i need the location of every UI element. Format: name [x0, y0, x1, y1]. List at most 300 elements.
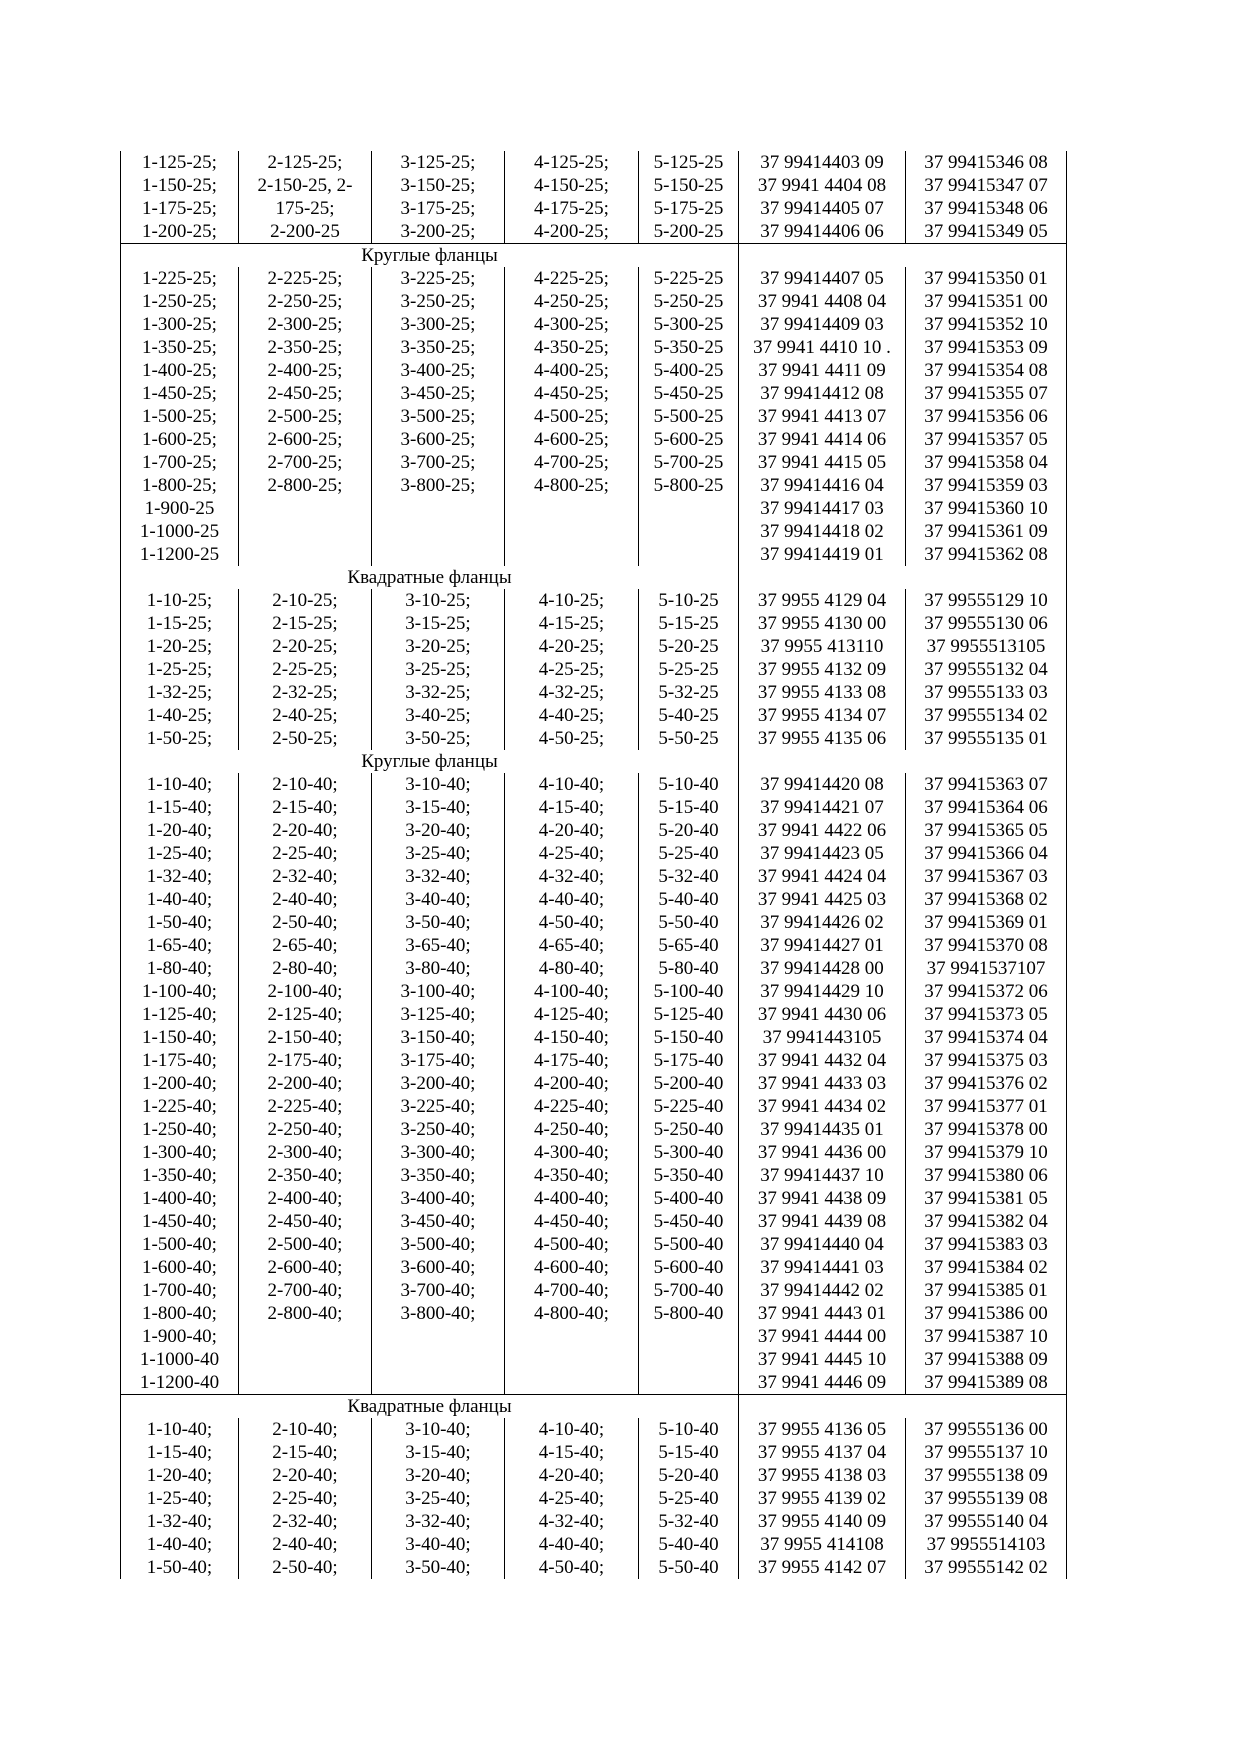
table-cell: 37 99415363 07: [906, 773, 1067, 796]
table-row: [121, 497, 1067, 520]
table-cell: 37 9955 4139 02: [739, 1487, 906, 1510]
table-row: [121, 1279, 1067, 1302]
table-cell: 2-25-25;: [239, 658, 372, 681]
table-row: [121, 1164, 1067, 1187]
table-row: [121, 589, 1067, 612]
table-cell: 3-450-40;: [372, 1210, 505, 1233]
table-row: [121, 267, 1067, 290]
table-cell: 5-800-40: [639, 1302, 739, 1325]
table-cell: 37 99414407 05: [739, 267, 906, 290]
section-title-spacer: [739, 244, 1067, 268]
table-cell: 37 99415364 06: [906, 796, 1067, 819]
table-cell: 37 99415375 03: [906, 1049, 1067, 1072]
table-cell: 37 99414421 07: [739, 796, 906, 819]
table-cell: 37 9955 4129 04: [739, 589, 906, 612]
table-cell: 5-15-25: [639, 612, 739, 635]
table-cell: 4-400-40;: [505, 1187, 639, 1210]
table-cell: 4-600-40;: [505, 1256, 639, 1279]
table-cell: 1-350-40;: [121, 1164, 239, 1187]
table-row: [121, 1187, 1067, 1210]
table-cell: 4-10-40;: [505, 773, 639, 796]
table-cell: 1-350-25;: [121, 336, 239, 359]
table-cell: 4-300-40;: [505, 1141, 639, 1164]
table-cell: 1-1000-25: [121, 520, 239, 543]
table-cell: 37 9941 4411 09: [739, 359, 906, 382]
table-cell: 3-700-25;: [372, 451, 505, 474]
table-cell: 5-175-40: [639, 1049, 739, 1072]
table-cell: [239, 543, 372, 566]
table-cell: 4-25-40;: [505, 842, 639, 865]
table-cell: 5-600-40: [639, 1256, 739, 1279]
table-cell: 2-32-40;: [239, 865, 372, 888]
table-cell: 3-40-40;: [372, 1533, 505, 1556]
table-row: [121, 1072, 1067, 1095]
table-cell: 37 9941 4408 04: [739, 290, 906, 313]
table-cell: 2-300-40;: [239, 1141, 372, 1164]
table-cell: 5-300-25: [639, 313, 739, 336]
table-cell: 5-450-40: [639, 1210, 739, 1233]
table-cell: 3-65-40;: [372, 934, 505, 957]
table-cell: 37 9941 4425 03: [739, 888, 906, 911]
table-cell: 3-25-40;: [372, 842, 505, 865]
table-cell: 3-400-40;: [372, 1187, 505, 1210]
table-cell: 37 9941443105: [739, 1026, 906, 1049]
table-cell: 1-1200-40: [121, 1371, 239, 1395]
table-cell: 37 99415369 01: [906, 911, 1067, 934]
table-cell: 4-65-40;: [505, 934, 639, 957]
table-cell: 1-40-40;: [121, 888, 239, 911]
table-cell: 5-40-40: [639, 888, 739, 911]
table-cell: 1-100-40;: [121, 980, 239, 1003]
table-cell: 1-20-25;: [121, 635, 239, 658]
table-cell: 3-50-40;: [372, 1556, 505, 1579]
table-cell: 37 99555133 03: [906, 681, 1067, 704]
table-cell: 37 99555139 08: [906, 1487, 1067, 1510]
table-cell: 37 9941 4439 08: [739, 1210, 906, 1233]
table-cell: 1-300-40;: [121, 1141, 239, 1164]
table-row: [121, 405, 1067, 428]
table-cell: 4-150-40;: [505, 1026, 639, 1049]
table-cell: 2-40-40;: [239, 888, 372, 911]
table-cell: 2-150-25, 2-: [239, 174, 372, 197]
table-cell: 2-400-40;: [239, 1187, 372, 1210]
table-cell: 4-400-25;: [505, 359, 639, 382]
table-cell: 37 99555134 02: [906, 704, 1067, 727]
table-cell: 4-500-40;: [505, 1233, 639, 1256]
table-cell: 4-50-40;: [505, 911, 639, 934]
table-cell: 5-100-40: [639, 980, 739, 1003]
table-cell: 37 9941 4432 04: [739, 1049, 906, 1072]
table-cell: 37 99415381 05: [906, 1187, 1067, 1210]
table-cell: 5-300-40: [639, 1141, 739, 1164]
table-cell: 37 9955514103: [906, 1533, 1067, 1556]
table-cell: 5-50-40: [639, 1556, 739, 1579]
table-row: [121, 842, 1067, 865]
table-row: [121, 382, 1067, 405]
table-row: [121, 1556, 1067, 1579]
table-cell: 2-700-25;: [239, 451, 372, 474]
table-cell: 1-40-25;: [121, 704, 239, 727]
table-row: [121, 451, 1067, 474]
table-row: [121, 1533, 1067, 1556]
table-cell: 2-300-25;: [239, 313, 372, 336]
table-cell: 1-225-40;: [121, 1095, 239, 1118]
table-cell: 1-500-25;: [121, 405, 239, 428]
table-cell: 37 9955 4136 05: [739, 1418, 906, 1441]
table-cell: 4-40-40;: [505, 888, 639, 911]
table-cell: 3-350-40;: [372, 1164, 505, 1187]
section-title-spacer: [739, 566, 1067, 589]
document-page: [120, 151, 1066, 1579]
table-cell: 2-175-40;: [239, 1049, 372, 1072]
table-cell: [372, 520, 505, 543]
table-cell: 1-900-40;: [121, 1325, 239, 1348]
table-cell: 37 99414420 08: [739, 773, 906, 796]
table-cell: 3-25-25;: [372, 658, 505, 681]
table-cell: 5-200-25: [639, 220, 739, 244]
table-cell: 2-225-25;: [239, 267, 372, 290]
table-cell: 37 9941 4444 00: [739, 1325, 906, 1348]
table-cell: 37 99415365 05: [906, 819, 1067, 842]
table-row: [121, 1464, 1067, 1487]
table-cell: 4-15-40;: [505, 1441, 639, 1464]
table-cell: 3-125-40;: [372, 1003, 505, 1026]
table-cell: 5-225-40: [639, 1095, 739, 1118]
table-cell: 37 9941 4434 02: [739, 1095, 906, 1118]
table-cell: 37 99415383 03: [906, 1233, 1067, 1256]
table-cell: 1-65-40;: [121, 934, 239, 957]
table-cell: 1-300-25;: [121, 313, 239, 336]
table-cell: 3-40-25;: [372, 704, 505, 727]
table-row: [121, 1095, 1067, 1118]
table-cell: [239, 1371, 372, 1395]
table-cell: 37 99415370 08: [906, 934, 1067, 957]
table-cell: 37 99555135 01: [906, 727, 1067, 750]
table-cell: 37 9955 4137 04: [739, 1441, 906, 1464]
table-cell: 5-50-25: [639, 727, 739, 750]
table-cell: 37 9941 4446 09: [739, 1371, 906, 1395]
table-cell: [639, 497, 739, 520]
table-cell: 37 99414429 10: [739, 980, 906, 1003]
table-row: [121, 1118, 1067, 1141]
table-cell: [239, 1348, 372, 1371]
section-title: Квадратные фланцы: [121, 1395, 739, 1419]
table-cell: 3-10-25;: [372, 589, 505, 612]
table-cell: 5-15-40: [639, 1441, 739, 1464]
table-cell: 4-15-40;: [505, 796, 639, 819]
table-cell: 37 9941 4436 00: [739, 1141, 906, 1164]
table-cell: 3-175-40;: [372, 1049, 505, 1072]
table-cell: 2-20-40;: [239, 819, 372, 842]
table-cell: 4-500-25;: [505, 405, 639, 428]
table-row: [121, 1049, 1067, 1072]
table-cell: 1-50-25;: [121, 727, 239, 750]
table-cell: [372, 497, 505, 520]
table-cell: 3-600-25;: [372, 428, 505, 451]
table-cell: 37 99415350 01: [906, 267, 1067, 290]
table-cell: 2-50-40;: [239, 1556, 372, 1579]
table-row: [121, 888, 1067, 911]
table-cell: 37 99415376 02: [906, 1072, 1067, 1095]
table-cell: 3-400-25;: [372, 359, 505, 382]
table-cell: 2-40-40;: [239, 1533, 372, 1556]
table-cell: 5-175-25: [639, 197, 739, 220]
table-cell: 2-32-40;: [239, 1510, 372, 1533]
table-cell: 5-20-40: [639, 1464, 739, 1487]
table-cell: 37 9941 4443 01: [739, 1302, 906, 1325]
table-cell: 2-700-40;: [239, 1279, 372, 1302]
table-cell: 37 99414437 10: [739, 1164, 906, 1187]
table-cell: 5-125-25: [639, 151, 739, 174]
table-cell: 4-700-40;: [505, 1279, 639, 1302]
table-cell: 4-200-25;: [505, 220, 639, 244]
table-cell: 3-200-40;: [372, 1072, 505, 1095]
table-cell: 37 9941 4433 03: [739, 1072, 906, 1095]
table-cell: 37 99555142 02: [906, 1556, 1067, 1579]
table-cell: 37 99414409 03: [739, 313, 906, 336]
table-cell: 4-250-25;: [505, 290, 639, 313]
table-row: [121, 1141, 1067, 1164]
table-row: [121, 290, 1067, 313]
table-cell: 5-10-25: [639, 589, 739, 612]
table-cell: 5-25-40: [639, 1487, 739, 1510]
table-cell: 37 9941 4424 04: [739, 865, 906, 888]
table-cell: [239, 520, 372, 543]
table-row: [121, 174, 1067, 197]
table-cell: 37 99555129 10: [906, 589, 1067, 612]
table-row: [121, 635, 1067, 658]
table-cell: 3-150-25;: [372, 174, 505, 197]
table-row: [121, 474, 1067, 497]
table-cell: 37 99415349 05: [906, 220, 1067, 244]
table-cell: 1-800-25;: [121, 474, 239, 497]
table-cell: 4-125-25;: [505, 151, 639, 174]
table-row: [121, 336, 1067, 359]
table-cell: 3-300-25;: [372, 313, 505, 336]
table-cell: 2-200-40;: [239, 1072, 372, 1095]
table-cell: 4-125-40;: [505, 1003, 639, 1026]
table-cell: 5-700-40: [639, 1279, 739, 1302]
table-cell: 1-150-40;: [121, 1026, 239, 1049]
table-cell: 5-20-40: [639, 819, 739, 842]
table-cell: 37 99415378 00: [906, 1118, 1067, 1141]
table-cell: 4-25-25;: [505, 658, 639, 681]
table-row: [121, 1441, 1067, 1464]
table-cell: 1-600-25;: [121, 428, 239, 451]
table-cell: [639, 1325, 739, 1348]
table-cell: 1-225-25;: [121, 267, 239, 290]
table-cell: 3-500-25;: [372, 405, 505, 428]
table-cell: 4-20-40;: [505, 819, 639, 842]
table-cell: 3-20-40;: [372, 819, 505, 842]
table-row: [121, 1026, 1067, 1049]
section-title: Круглые фланцы: [121, 750, 739, 773]
table-cell: 1-10-40;: [121, 773, 239, 796]
table-cell: 4-10-25;: [505, 589, 639, 612]
table-cell: 4-32-25;: [505, 681, 639, 704]
table-cell: 2-100-40;: [239, 980, 372, 1003]
table-cell: 1-250-25;: [121, 290, 239, 313]
table-row: [121, 197, 1067, 220]
table-cell: 37 9941 4430 06: [739, 1003, 906, 1026]
table-cell: 37 99415377 01: [906, 1095, 1067, 1118]
table-cell: 5-20-25: [639, 635, 739, 658]
table-cell: 1-1000-40: [121, 1348, 239, 1371]
table-cell: 37 99415379 10: [906, 1141, 1067, 1164]
table-cell: 5-225-25: [639, 267, 739, 290]
table-cell: 37 99415368 02: [906, 888, 1067, 911]
table-cell: 37 99415348 06: [906, 197, 1067, 220]
table-row: [121, 1233, 1067, 1256]
table-cell: 2-10-25;: [239, 589, 372, 612]
table-row: [121, 359, 1067, 382]
table-cell: 37 99415385 01: [906, 1279, 1067, 1302]
table-cell: 2-450-40;: [239, 1210, 372, 1233]
table-row: [121, 428, 1067, 451]
table-row: [121, 727, 1067, 750]
table-cell: 37 99414416 04: [739, 474, 906, 497]
table-cell: 37 99415366 04: [906, 842, 1067, 865]
table-cell: 37 99415352 10: [906, 313, 1067, 336]
table-cell: [639, 520, 739, 543]
table-cell: 37 99414427 01: [739, 934, 906, 957]
table-cell: 3-10-40;: [372, 773, 505, 796]
table-cell: 37 99415373 05: [906, 1003, 1067, 1026]
table-cell: 5-80-40: [639, 957, 739, 980]
table-cell: 37 9955 4140 09: [739, 1510, 906, 1533]
table-cell: 37 99414423 05: [739, 842, 906, 865]
table-cell: 3-32-40;: [372, 1510, 505, 1533]
table-cell: 3-40-40;: [372, 888, 505, 911]
table-cell: 2-10-40;: [239, 773, 372, 796]
table-cell: 37 99415389 08: [906, 1371, 1067, 1395]
table-row: [121, 612, 1067, 635]
table-cell: 37 9955513105: [906, 635, 1067, 658]
table-cell: 37 99415358 04: [906, 451, 1067, 474]
table-cell: 37 9955 4142 07: [739, 1556, 906, 1579]
table-cell: 2-250-40;: [239, 1118, 372, 1141]
table-cell: 4-150-25;: [505, 174, 639, 197]
table-cell: 5-500-25: [639, 405, 739, 428]
table-cell: 1-15-25;: [121, 612, 239, 635]
table-cell: 4-225-40;: [505, 1095, 639, 1118]
table-cell: 5-10-40: [639, 1418, 739, 1441]
table-cell: 3-20-25;: [372, 635, 505, 658]
table-cell: 4-40-40;: [505, 1533, 639, 1556]
table-cell: 1-20-40;: [121, 1464, 239, 1487]
table-cell: 37 99415346 08: [906, 151, 1067, 174]
table-cell: 1-200-25;: [121, 220, 239, 244]
table-cell: 4-800-40;: [505, 1302, 639, 1325]
table-cell: 37 99555132 04: [906, 658, 1067, 681]
table-cell: 175-25;: [239, 197, 372, 220]
table-cell: 37 9941 4410 10 .: [739, 336, 906, 359]
flange-code-table: [120, 151, 1067, 1579]
table-cell: 2-32-25;: [239, 681, 372, 704]
table-cell: 2-800-40;: [239, 1302, 372, 1325]
table-cell: 37 99555138 09: [906, 1464, 1067, 1487]
table-cell: 2-125-25;: [239, 151, 372, 174]
table-cell: 2-200-25: [239, 220, 372, 244]
table-cell: 2-600-40;: [239, 1256, 372, 1279]
table-cell: 2-40-25;: [239, 704, 372, 727]
table-cell: 37 99414441 03: [739, 1256, 906, 1279]
table-cell: 3-225-40;: [372, 1095, 505, 1118]
table-cell: 37 99415380 06: [906, 1164, 1067, 1187]
table-cell: 5-150-25: [639, 174, 739, 197]
table-cell: 1-50-40;: [121, 1556, 239, 1579]
table-cell: 1-20-40;: [121, 819, 239, 842]
table-cell: 5-50-40: [639, 911, 739, 934]
table-cell: [639, 543, 739, 566]
table-cell: 37 99555130 06: [906, 612, 1067, 635]
table-cell: 2-400-25;: [239, 359, 372, 382]
table-cell: 3-300-40;: [372, 1141, 505, 1164]
table-row: [121, 1325, 1067, 1348]
table-cell: 5-700-25: [639, 451, 739, 474]
table-row: [121, 1418, 1067, 1441]
table-cell: 5-10-40: [639, 773, 739, 796]
table-row: [121, 543, 1067, 566]
table-cell: 3-100-40;: [372, 980, 505, 1003]
table-cell: 37 9941 4404 08: [739, 174, 906, 197]
table-row: [121, 704, 1067, 727]
table-cell: [239, 497, 372, 520]
table-row: [121, 520, 1067, 543]
table-cell: 4-600-25;: [505, 428, 639, 451]
table-row: [121, 658, 1067, 681]
table-row: [121, 220, 1067, 244]
table-cell: 2-800-25;: [239, 474, 372, 497]
table-cell: 2-15-40;: [239, 1441, 372, 1464]
table-cell: 37 99415388 09: [906, 1348, 1067, 1371]
table-cell: 5-150-40: [639, 1026, 739, 1049]
table-cell: 2-25-40;: [239, 842, 372, 865]
table-cell: 4-25-40;: [505, 1487, 639, 1510]
table-cell: 37 99415374 04: [906, 1026, 1067, 1049]
table-cell: [505, 1371, 639, 1395]
table-cell: 1-32-40;: [121, 865, 239, 888]
table-cell: 37 9941 4422 06: [739, 819, 906, 842]
table-cell: 37 99415356 06: [906, 405, 1067, 428]
table-cell: 37 99414403 09: [739, 151, 906, 174]
table-cell: 1-80-40;: [121, 957, 239, 980]
table-cell: 4-200-40;: [505, 1072, 639, 1095]
table-cell: [639, 1371, 739, 1395]
table-cell: 1-15-40;: [121, 1441, 239, 1464]
table-cell: 4-175-40;: [505, 1049, 639, 1072]
table-cell: 1-250-40;: [121, 1118, 239, 1141]
table-cell: 37 99415384 02: [906, 1256, 1067, 1279]
table-cell: 5-350-25: [639, 336, 739, 359]
table-cell: 37 99415372 06: [906, 980, 1067, 1003]
table-cell: 3-80-40;: [372, 957, 505, 980]
table-cell: 5-25-25: [639, 658, 739, 681]
table-cell: 2-50-40;: [239, 911, 372, 934]
table-cell: 37 99414440 04: [739, 1233, 906, 1256]
table-row: [121, 681, 1067, 704]
table-cell: 3-50-25;: [372, 727, 505, 750]
table-cell: 3-250-40;: [372, 1118, 505, 1141]
table-cell: 5-25-40: [639, 842, 739, 865]
table-cell: 4-20-40;: [505, 1464, 639, 1487]
section-title: Круглые фланцы: [121, 244, 739, 268]
table-cell: 3-32-25;: [372, 681, 505, 704]
table-cell: 5-15-40: [639, 796, 739, 819]
table-cell: 2-50-25;: [239, 727, 372, 750]
table-cell: 4-100-40;: [505, 980, 639, 1003]
table-cell: 4-450-25;: [505, 382, 639, 405]
